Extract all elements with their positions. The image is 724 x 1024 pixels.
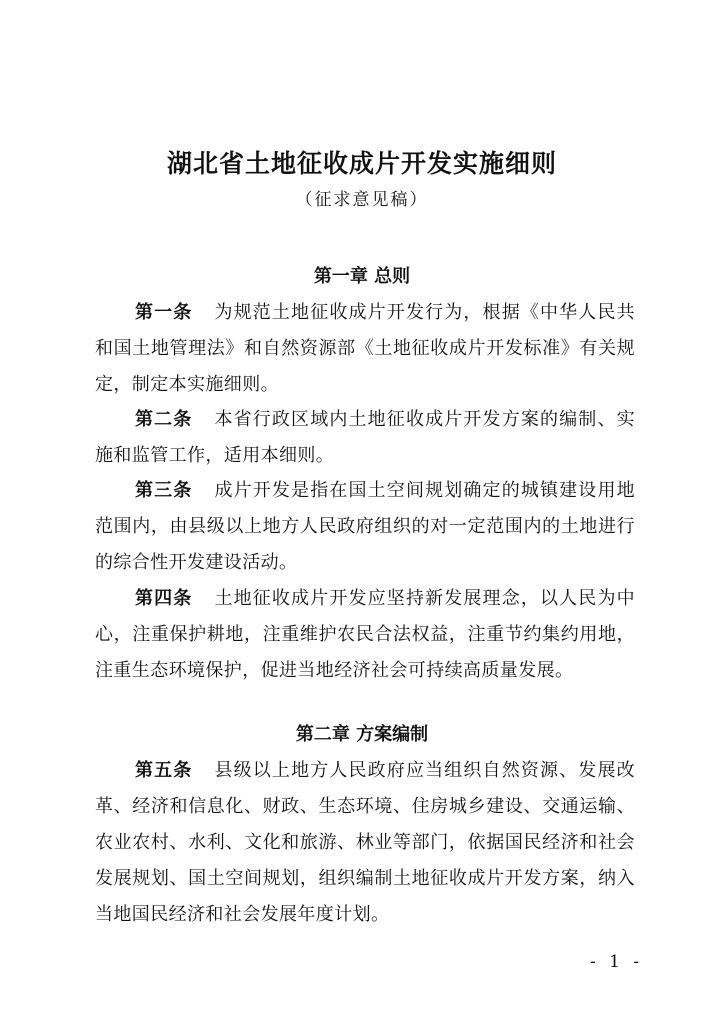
page-number: - 1 -: [590, 952, 644, 972]
article-paragraph: [95, 581, 635, 689]
article-paragraph: [95, 402, 635, 474]
article-text: 本省行政区域内土地征收成片开发方案的编制、实施和监管工作，适用本细则。: [95, 409, 635, 466]
document-subtitle: （征求意见稿）: [295, 190, 429, 210]
article-text: 土地征收成片开发应坚持新发展理念，以人民为中心，注重保护耕地，注重维护农民合法权益，注重节约集约用地，注重生态环境保护，促进当地经济社会可持续高质量发展。: [95, 588, 635, 681]
article-paragraph: [95, 473, 635, 581]
article-label: 第二条: [135, 409, 193, 430]
article-paragraph: [95, 295, 635, 403]
article-label: 第五条: [135, 760, 193, 781]
article-paragraph: [95, 753, 635, 933]
article-text: 为规范土地征收成片开发行为，根据《中华人民共和国土地管理法》和自然资源部《土地征收成片开发标准》有关规定，制定本实施细则。: [95, 302, 635, 395]
article-text: 成片开发是指在国土空间规划确定的城镇建设用地范围内，由县级以上地方人民政府组织的对一定范围内的土地进行的综合性开发建设活动。: [95, 480, 635, 573]
article-label: 第四条: [135, 588, 193, 609]
article-text: 县级以上地方人民政府应当组织自然资源、发展改革、经济和信息化、财政、生态环境、住房城乡建设、交通运输、农业农村、水利、文化和旅游、林业等部门，依据国民经济和社会发展规划、国土空间规划，组织编制土地征收成片开发方案，纳入当地国民经济和社会发展年度计划。: [95, 760, 635, 925]
document-title: 湖北省土地征收成片开发实施细则: [166, 149, 557, 178]
chapter-heading: 第二章 方案编制: [295, 724, 429, 745]
article-label: 第三条: [135, 480, 193, 501]
chapter-heading: 第一章 总则: [313, 266, 411, 287]
article-label: 第一条: [135, 302, 193, 323]
